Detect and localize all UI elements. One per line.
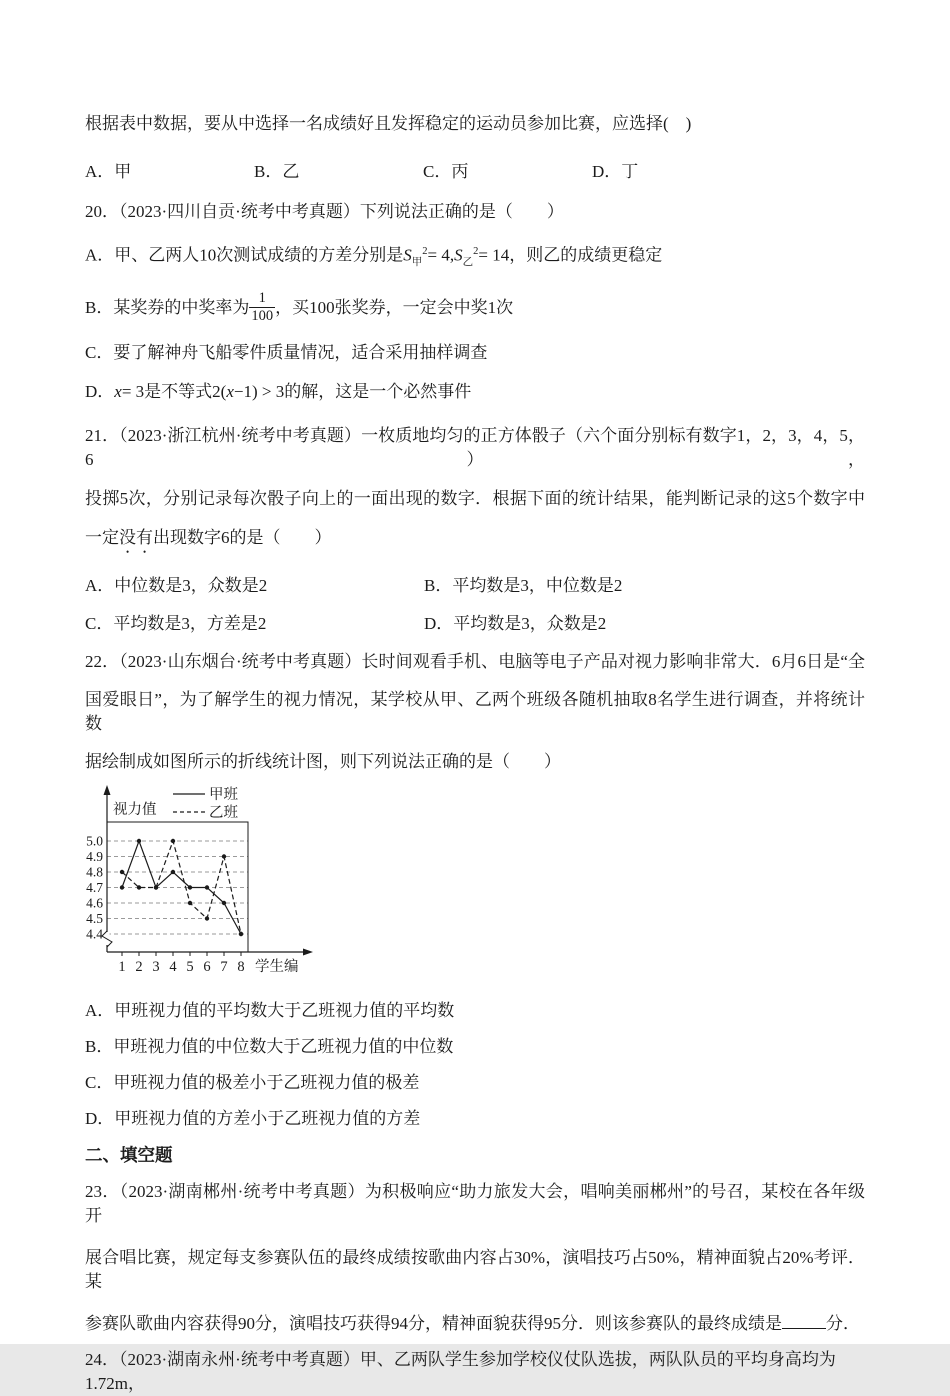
- q20-option-b: [85, 285, 865, 331]
- inequality-left: 2(: [212, 382, 227, 402]
- svg-text:4.5: 4.5: [86, 911, 103, 927]
- q21-stem-line3: [85, 526, 865, 557]
- svg-text:3: 3: [152, 959, 160, 976]
- vision-line-chart: [85, 782, 325, 980]
- x-equals-3: = 3: [121, 382, 145, 402]
- q21-option-c: C．平均数是3，方差是2: [85, 614, 267, 634]
- q22-stem-line2: 国爱眼日”，为了解学生的视力情况，某学校从甲、乙两个班级各随机抽取8名学生进行调查，并将统计数: [85, 690, 865, 734]
- variance-eq-yi: = 14: [478, 245, 510, 265]
- svg-text:4.4: 4.4: [86, 926, 103, 942]
- svg-text:4: 4: [169, 959, 177, 976]
- variance-eq-jia: = 4,: [427, 245, 455, 265]
- svg-text:1: 1: [118, 959, 126, 976]
- fraction-numerator: 1: [258, 289, 266, 306]
- svg-text:4.7: 4.7: [86, 880, 103, 896]
- q19-option-c: C．丙: [423, 162, 469, 181]
- svg-text:5.0: 5.0: [86, 833, 103, 849]
- svg-text:7: 7: [220, 959, 228, 976]
- q20-option-a: [85, 240, 865, 275]
- fraction-1-100: [249, 290, 275, 324]
- q21-stem-line1: 21．（2023·浙江杭州·统考中考真题）一枚质地均匀的正方体骰子（六个面分别标有数字1，2，3，4，5，6），: [85, 426, 865, 470]
- vision-chart-figure: [85, 782, 865, 985]
- variance-symbol-jia: S: [403, 245, 412, 265]
- q20-d-label: D．: [85, 382, 115, 402]
- q22-stem-line1: 22．（2023·山东烟台·统考中考真题）长时间观看手机、电脑等电子产品对视力影响非常大．6月6日是“全: [85, 652, 865, 672]
- variance-symbol-yi: S: [454, 245, 463, 265]
- q19-option-a: A．甲: [85, 162, 132, 181]
- svg-text:8: 8: [237, 959, 245, 976]
- q20-d-text1: 是不等式: [144, 382, 213, 402]
- variance-sup-yi: 2: [473, 246, 479, 257]
- svg-text:乙班: 乙班: [209, 805, 238, 822]
- q20-a-text: 甲、乙两人10次测试成绩的方差分别是: [114, 245, 404, 265]
- q20-b-post: ，买100张奖券，一定会中奖1次: [275, 298, 514, 318]
- q23-line3-post: 分．: [826, 1314, 860, 1334]
- q21-options-grid: [85, 574, 865, 636]
- svg-text:2: 2: [135, 959, 143, 976]
- q23-stem-line3: [85, 1312, 865, 1336]
- q20-b-label: B．: [85, 298, 114, 318]
- svg-text:4.6: 4.6: [86, 895, 103, 911]
- q22-option-d: D．甲班视力值的方差小于乙班视力值的方差: [85, 1109, 421, 1129]
- answer-blank: [782, 1313, 826, 1329]
- q23-line3-pre: 参赛队歌曲内容获得90分，演唱技巧获得94分，精神面貌获得95分．则该参赛队的最终成绩是: [85, 1314, 782, 1334]
- svg-text:学生编: 学生编: [255, 959, 299, 976]
- q21-line3-pre: 一定: [85, 528, 119, 548]
- q22-option-a: A．甲班视力值的平均数大于乙班视力值的平均数: [85, 1001, 455, 1021]
- q23-stem-line1: 23．（2023·湖南郴州·统考中考真题）为积极响应“助力旅发大会，唱响美丽郴州”的号召，某校在各年级开: [85, 1182, 865, 1226]
- q21-stem-line2: 投掷5次，分别记录每次骰子向上的一面出现的数字．根据下面的统计结果，能判断记录的这5个数字中: [85, 489, 865, 509]
- q22-option-c: C．甲班视力值的极差小于乙班视力值的极差: [85, 1073, 420, 1093]
- variance-sup-jia: 2: [422, 246, 428, 257]
- q22-stem-line3: 据绘制成如图所示的折线统计图，则下列说法正确的是（ ）: [85, 752, 561, 772]
- q20-a-post: ，则乙的成绩更稳定: [509, 245, 663, 265]
- variance-sub-yi: 乙: [462, 257, 474, 269]
- q21-option-a: A．中位数是3，众数是2: [85, 576, 268, 596]
- fraction-denominator: 100: [251, 307, 274, 324]
- svg-text:4.9: 4.9: [86, 849, 103, 865]
- q19-option-b: B．乙: [254, 162, 300, 181]
- q22-options: [85, 999, 865, 1131]
- q19-stem-tail: 根据表中数据，要从中选择一名成绩好且发挥稳定的运动员参加比赛，应选择( ): [85, 114, 692, 133]
- svg-text:4.8: 4.8: [86, 864, 103, 880]
- q23-stem-line2: 展合唱比赛，规定每支参赛队伍的最终成绩按歌曲内容占30%，演唱技巧占50%，精神面貌占20%考评．某: [85, 1248, 865, 1292]
- q19-option-d: D．丁: [592, 162, 639, 181]
- q19-options-row: [85, 157, 865, 182]
- q20-a-label: A．: [85, 245, 115, 265]
- svg-text:甲班: 甲班: [209, 787, 238, 804]
- q20-stem: 20．（2023·四川自贡·统考中考真题）下列说法正确的是（ ）: [85, 202, 564, 221]
- q20-option-d: [85, 380, 865, 404]
- variance-sub-jia: 甲: [411, 257, 423, 269]
- q24-stem-line1: 24．（2023·湖南永州·统考中考真题）甲、乙两队学生参加学校仪仗队选拔，两队队员的平均身高均为1.72m，: [85, 1350, 836, 1394]
- q22-option-b: B．甲班视力值的中位数大于乙班视力值的中位数: [85, 1037, 454, 1057]
- x-variable: x: [114, 382, 122, 402]
- q21-option-d: D．平均数是3，众数是2: [424, 614, 607, 634]
- q21-line3-post: 出现数字6的是（ ）: [153, 528, 332, 548]
- svg-text:5: 5: [186, 959, 194, 976]
- svg-text:6: 6: [203, 959, 211, 976]
- x-variable-2: x: [226, 382, 234, 402]
- q20-d-text2: 的解，这是一个必然事件: [284, 382, 472, 402]
- q20-option-c: C．要了解神舟飞船零件质量情况，适合采用抽样调查: [85, 343, 488, 363]
- section-title-fill-in-blanks: 二、填空题: [85, 1145, 173, 1166]
- q20-b-text: 某奖券的中奖率为: [113, 298, 250, 318]
- inequality-right: −1) > 3: [233, 382, 285, 402]
- q21-option-b: B．平均数是3，中位数是2: [424, 576, 623, 596]
- q21-emphasized-meiyou: 没有: [119, 528, 153, 548]
- svg-text:视力值: 视力值: [113, 802, 157, 819]
